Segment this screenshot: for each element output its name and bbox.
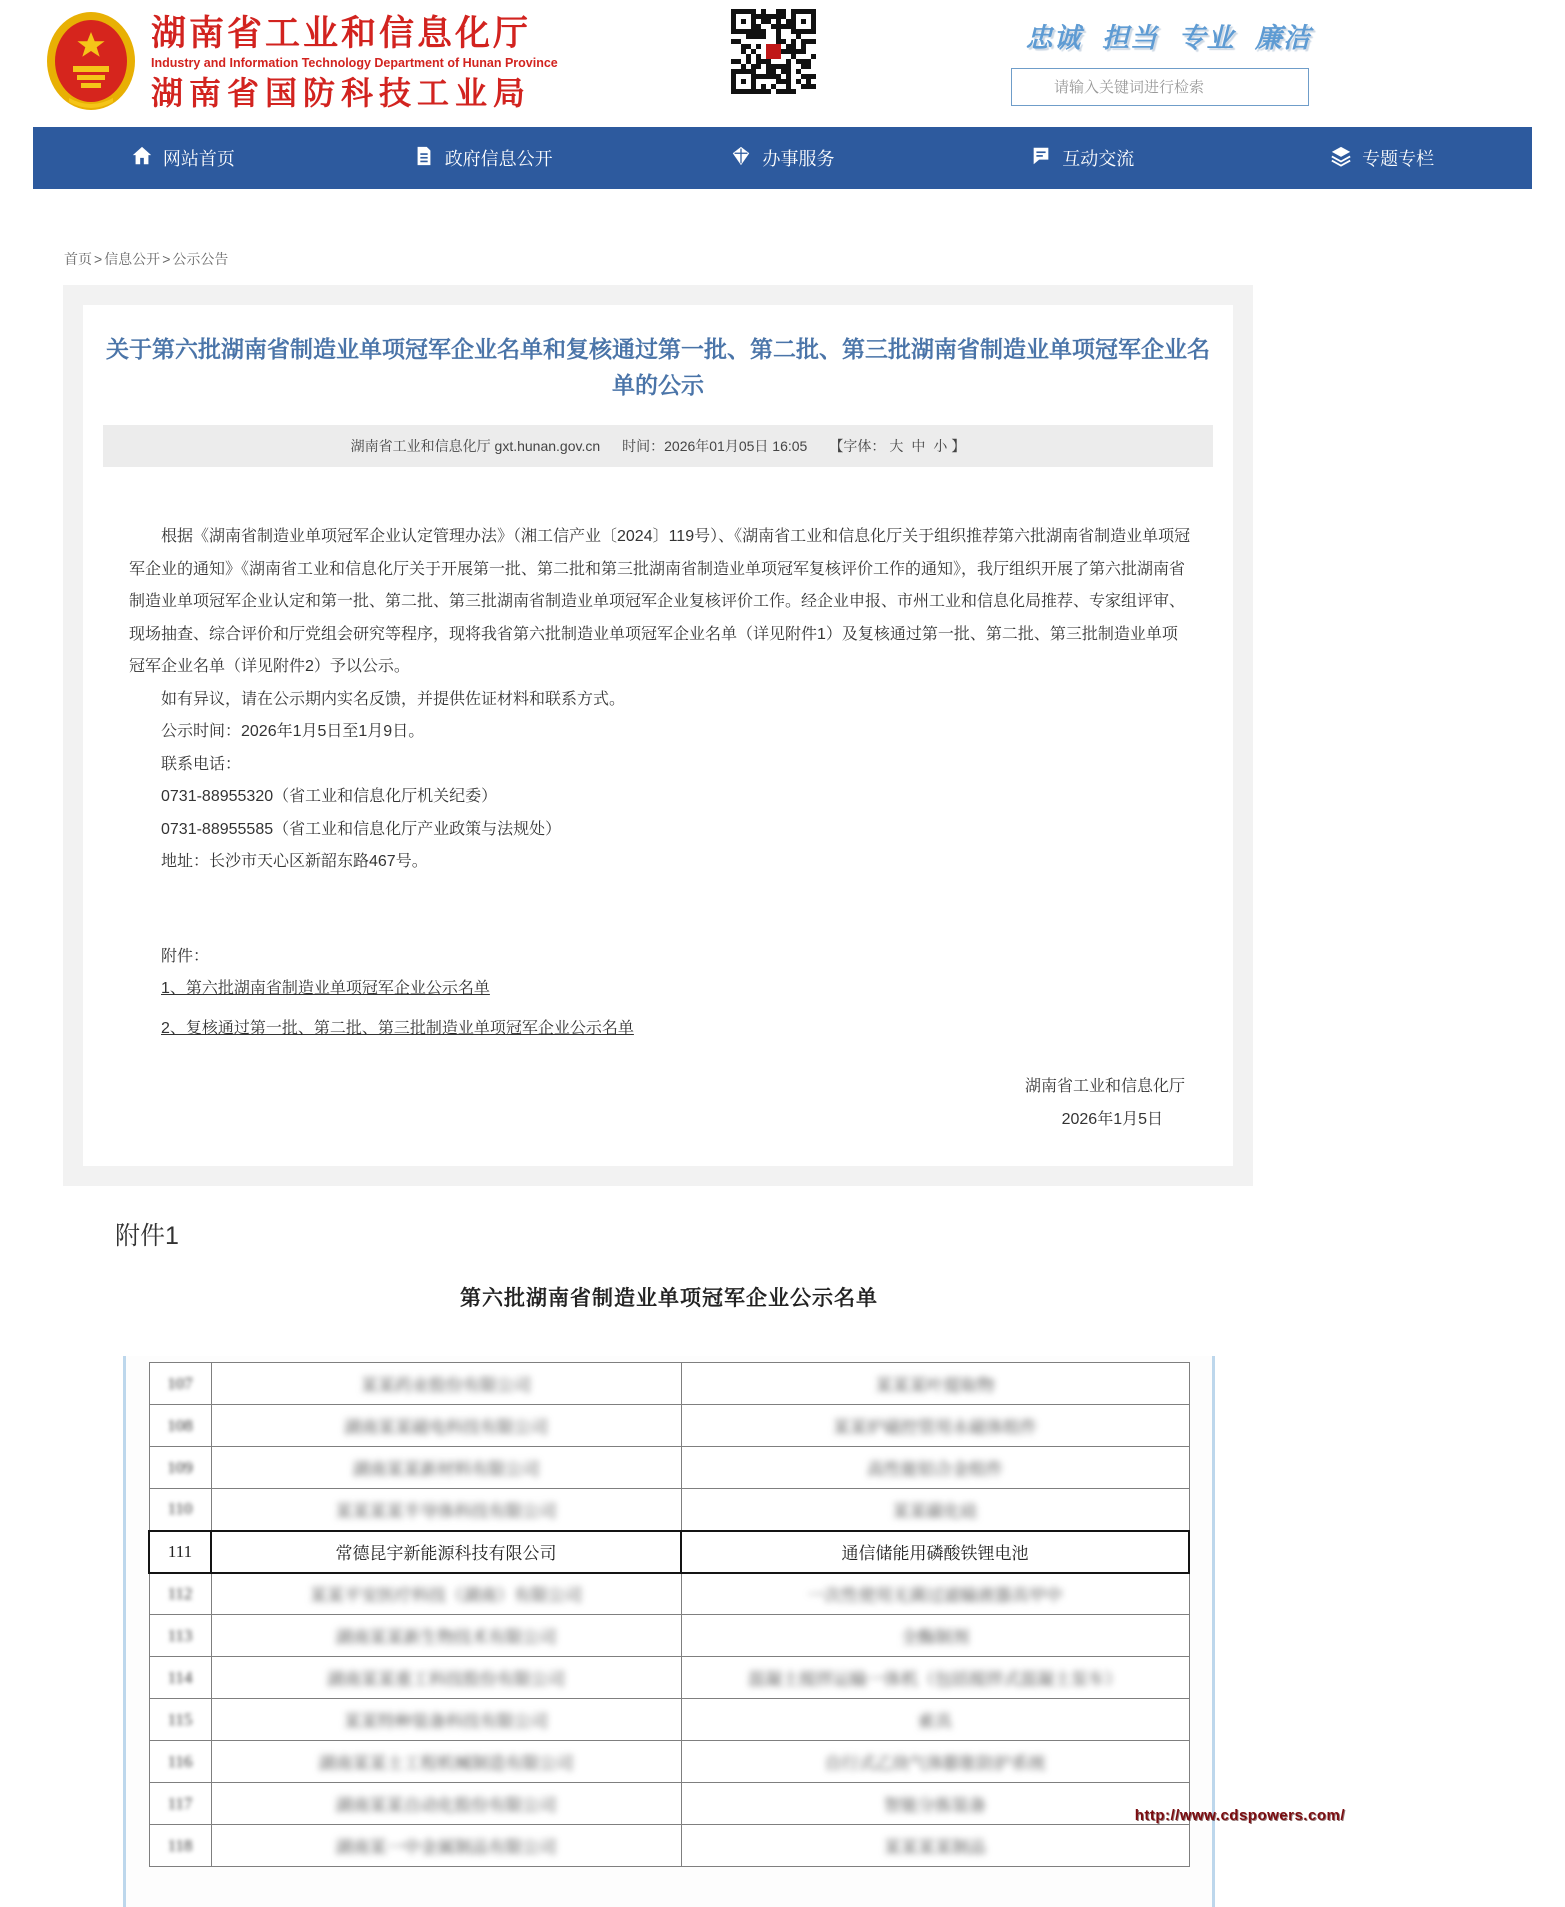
page-title: 关于第六批湖南省制造业单项冠军企业名单和复核通过第一批、第二批、第三批湖南省制造业单项冠军企业名单的公示	[106, 336, 1210, 398]
annex-table	[148, 1362, 1190, 1867]
slogan-text: 忠诚 担当 专业 廉洁	[1025, 23, 1311, 53]
header-right	[1011, 16, 1311, 106]
product-name: 某某碳化硅	[892, 1501, 978, 1521]
table-row	[149, 1363, 1189, 1405]
attachment-link-1[interactable]: 1、第六批湖南省制造业单项冠军企业公示名单	[161, 980, 490, 997]
company-name: 某某药业股份有限公司	[361, 1376, 531, 1395]
product-name: 某某某某制品	[884, 1838, 986, 1857]
annex-table-body	[149, 1363, 1189, 1867]
site-logo[interactable]	[45, 10, 558, 117]
row-number: 118	[167, 1835, 193, 1855]
cell-company-name	[211, 1825, 681, 1867]
cell-row-number	[149, 1489, 211, 1531]
cell-company-name	[211, 1741, 681, 1783]
cell-product-name	[681, 1783, 1189, 1825]
table-row	[149, 1657, 1189, 1699]
font-size-label: 【字体：	[829, 438, 886, 454]
table-row	[149, 1699, 1189, 1741]
search-box	[1011, 68, 1309, 106]
cell-row-number	[149, 1573, 211, 1615]
cell-row-number	[149, 1363, 211, 1405]
breadcrumb-separator: >	[94, 251, 103, 267]
product-name: 一次性使用无菌过滤输液器具甲中	[807, 1586, 1063, 1606]
table-row	[149, 1405, 1189, 1447]
cell-row-number	[149, 1825, 211, 1867]
company-name: 某某平安医疗科技（湖南）有限公司	[310, 1586, 582, 1606]
search-input[interactable]	[1012, 69, 1308, 105]
product-name: 索具	[918, 1712, 952, 1731]
cell-row-number	[149, 1699, 211, 1741]
product-name: 全酶制剂	[901, 1628, 969, 1647]
company-name: 某某某某半导体科技有限公司	[335, 1501, 557, 1521]
font-size-medium-button[interactable]: 中	[911, 438, 926, 454]
row-number: 115	[167, 1709, 193, 1729]
home-icon	[131, 145, 163, 172]
article-meta-bar	[103, 425, 1213, 467]
article-source: 湖南省工业和信息化厅 gxt.hunan.gov.cn	[350, 438, 601, 454]
annex-table-title: 第六批湖南省制造业单项冠军企业公示名单	[460, 1287, 878, 1310]
row-number: 111	[167, 1541, 193, 1561]
product-name: 自行式乙炔气体膨胀防护系统	[824, 1754, 1046, 1773]
cell-product-name	[681, 1447, 1189, 1489]
company-name: 常德昆宇新能源科技有限公司	[335, 1544, 557, 1563]
cell-company-name	[211, 1783, 681, 1825]
row-number: 112	[167, 1583, 193, 1603]
font-size-small-button[interactable]: 小	[933, 438, 948, 454]
nav-item-services[interactable]	[633, 127, 933, 189]
cell-company-name	[211, 1405, 681, 1447]
cell-product-name	[681, 1573, 1189, 1615]
cell-row-number	[149, 1657, 211, 1699]
cell-company-name	[211, 1489, 681, 1531]
nav-item-gov-info[interactable]	[333, 127, 633, 189]
cell-row-number	[149, 1741, 211, 1783]
company-name: 湖南某某磁电科技有限公司	[344, 1418, 548, 1437]
paragraph: 公示时间：2026年1月5日至1月9日。	[161, 723, 425, 740]
cell-company-name	[211, 1447, 681, 1489]
company-name: 湖南某一中金属制品有限公司	[335, 1838, 557, 1857]
attachment-item-2	[129, 1013, 1191, 1046]
nav-label: 互动交流	[1062, 149, 1135, 169]
attachment-link-2[interactable]: 2、复核通过第一批、第二批、第三批制造业单项冠军企业公示名单	[161, 1019, 634, 1037]
product-name: 智能分拣装备	[884, 1796, 986, 1815]
cell-product-name	[681, 1825, 1189, 1867]
table-row-highlight	[149, 1531, 1189, 1573]
table-row	[149, 1447, 1189, 1489]
company-name: 某某特种装备科技有限公司	[344, 1712, 548, 1731]
paragraph: 0731-88955585（省工业和信息化厅产业政策与法规处）	[161, 820, 562, 838]
signature-block	[129, 1071, 1191, 1136]
table-row	[149, 1825, 1189, 1867]
cell-row-number	[149, 1615, 211, 1657]
product-name: 某某某叶提取物	[875, 1376, 995, 1395]
dept-name-cn: 湖南省工业和信息化厅	[151, 14, 532, 53]
cell-company-name	[211, 1531, 681, 1573]
table-row	[149, 1741, 1189, 1783]
cell-company-name	[211, 1573, 681, 1615]
signature-name: 湖南省工业和信息化厅	[1024, 1078, 1185, 1095]
paragraph: 联系电话：	[161, 755, 242, 773]
product-name: 通信储能用磷酸铁锂电池	[841, 1544, 1029, 1563]
cell-row-number	[149, 1783, 211, 1825]
national-emblem-icon	[45, 10, 137, 117]
nav-label: 专题专栏	[1362, 149, 1435, 169]
nav-label: 网站首页	[162, 149, 235, 169]
row-number: 116	[167, 1751, 193, 1771]
breadcrumb-info[interactable]: 信息公开	[104, 251, 161, 267]
row-number: 117	[167, 1793, 193, 1813]
paragraph: 根据《湖南省制造业单项冠军企业认定管理办法》（湘工信产业〔2024〕119号）、《湖南省工业和信息化厅关于组织推荐第六批湖南省制造业单项冠军企业的通知》《湖南省工业和信息化厅关于开展第一批、第二批和第三批湖南省制造业单项冠军复核评价工作的通知》，我厅组织开展了第六批湖南省制造业单项冠军企业认定和第一批、第二批、第三批湖南省制造业单项冠军企业复核评价工作。经企业申报、市州工业和信息化局推荐、专家组评审、现场抽查、综合评价和厅党组会研究等程序，现将我省第六批制造业单项冠军企业名单（详见附件1）及复核通过第一批、第二批、第三批制造业单项冠军企业名单（详见附件2）予以公示。	[129, 528, 1191, 675]
breadcrumb-home[interactable]: 首页	[64, 251, 92, 267]
nav-item-interaction[interactable]	[932, 127, 1232, 189]
row-number: 109	[167, 1457, 193, 1477]
nav-item-topics[interactable]	[1232, 127, 1532, 189]
cell-row-number	[149, 1447, 211, 1489]
table-row	[149, 1615, 1189, 1657]
row-number: 107	[167, 1373, 193, 1393]
dept-name-cn2: 湖南省国防科技工业局	[151, 75, 532, 111]
paragraph: 0731-88955320（省工业和信息化厅机关纪委）	[161, 788, 498, 805]
row-number: 114	[167, 1667, 193, 1687]
attachment-item-1	[129, 973, 1191, 1006]
table-row	[149, 1489, 1189, 1531]
product-name: 混凝土搅拌运输一体机（包括搅拌式混凝土泵车）	[748, 1670, 1122, 1689]
site-header	[0, 0, 1565, 127]
qr-code	[731, 9, 816, 94]
breadcrumb-separator: >	[162, 251, 171, 267]
annex-heading: 附件1	[115, 1222, 179, 1250]
paragraph: 如有异议，请在公示期内实名反馈，并提供佐证材料和联系方式。	[161, 690, 626, 708]
row-number: 113	[167, 1625, 193, 1645]
service-icon	[730, 145, 762, 172]
cell-product-name	[681, 1657, 1189, 1699]
cell-product-name	[681, 1363, 1189, 1405]
cell-company-name	[211, 1699, 681, 1741]
nav-label: 政府信息公开	[444, 149, 553, 169]
article-time: 时间：2026年01月05日 16:05	[622, 438, 808, 454]
cell-company-name	[211, 1615, 681, 1657]
nav-label: 办事服务	[762, 149, 835, 169]
company-name: 湖南某某新生物技术有限公司	[335, 1628, 557, 1647]
company-name: 湖南某某新材料有限公司	[352, 1460, 540, 1479]
document-icon	[413, 145, 445, 172]
annex-table-image	[123, 1356, 1215, 1907]
cell-product-name	[681, 1405, 1189, 1447]
cell-product-name	[681, 1699, 1189, 1741]
breadcrumb-notice[interactable]: 公示公告	[172, 251, 229, 267]
product-name: 高性能铝合金组件	[867, 1460, 1003, 1479]
article-box	[83, 305, 1233, 1166]
nav-item-home[interactable]	[33, 127, 333, 189]
paragraph: 地址：长沙市天心区新韶东路467号。	[161, 853, 428, 870]
article-panel	[63, 285, 1253, 1186]
dept-names	[151, 13, 558, 114]
main-nav	[33, 127, 1532, 189]
cell-row-number	[149, 1405, 211, 1447]
font-size-label-close: 】	[951, 438, 966, 454]
table-row	[149, 1573, 1189, 1615]
cell-product-name	[681, 1741, 1189, 1783]
company-name: 湖南某某重工科技股份有限公司	[327, 1670, 565, 1689]
chat-icon	[1030, 145, 1062, 172]
cell-row-number	[149, 1531, 211, 1573]
cell-product-name	[681, 1615, 1189, 1657]
layers-icon	[1330, 145, 1362, 172]
cell-company-name	[211, 1363, 681, 1405]
font-size-large-button[interactable]: 大	[889, 438, 904, 454]
table-row	[149, 1783, 1189, 1825]
signature-date: 2026年1月5日	[1061, 1110, 1163, 1128]
attachments-label: 附件：	[161, 947, 210, 965]
company-name: 湖南某某自动化股份有限公司	[335, 1796, 557, 1815]
cell-product-name	[681, 1531, 1189, 1573]
watermark-url: http://www.cdspowers.com/	[1134, 1807, 1345, 1824]
cell-company-name	[211, 1657, 681, 1699]
company-name: 湖南某某士工程机械制造有限公司	[318, 1754, 574, 1773]
dept-name-en: Industry and Information Technology Department of Hunan Province	[151, 56, 558, 70]
product-name: 某某炉磁控管用永磁体组件	[833, 1418, 1037, 1437]
row-number: 108	[167, 1415, 193, 1435]
breadcrumb	[64, 249, 1565, 269]
row-number: 110	[167, 1499, 193, 1519]
cell-product-name	[681, 1489, 1189, 1531]
article-body	[93, 467, 1223, 1136]
